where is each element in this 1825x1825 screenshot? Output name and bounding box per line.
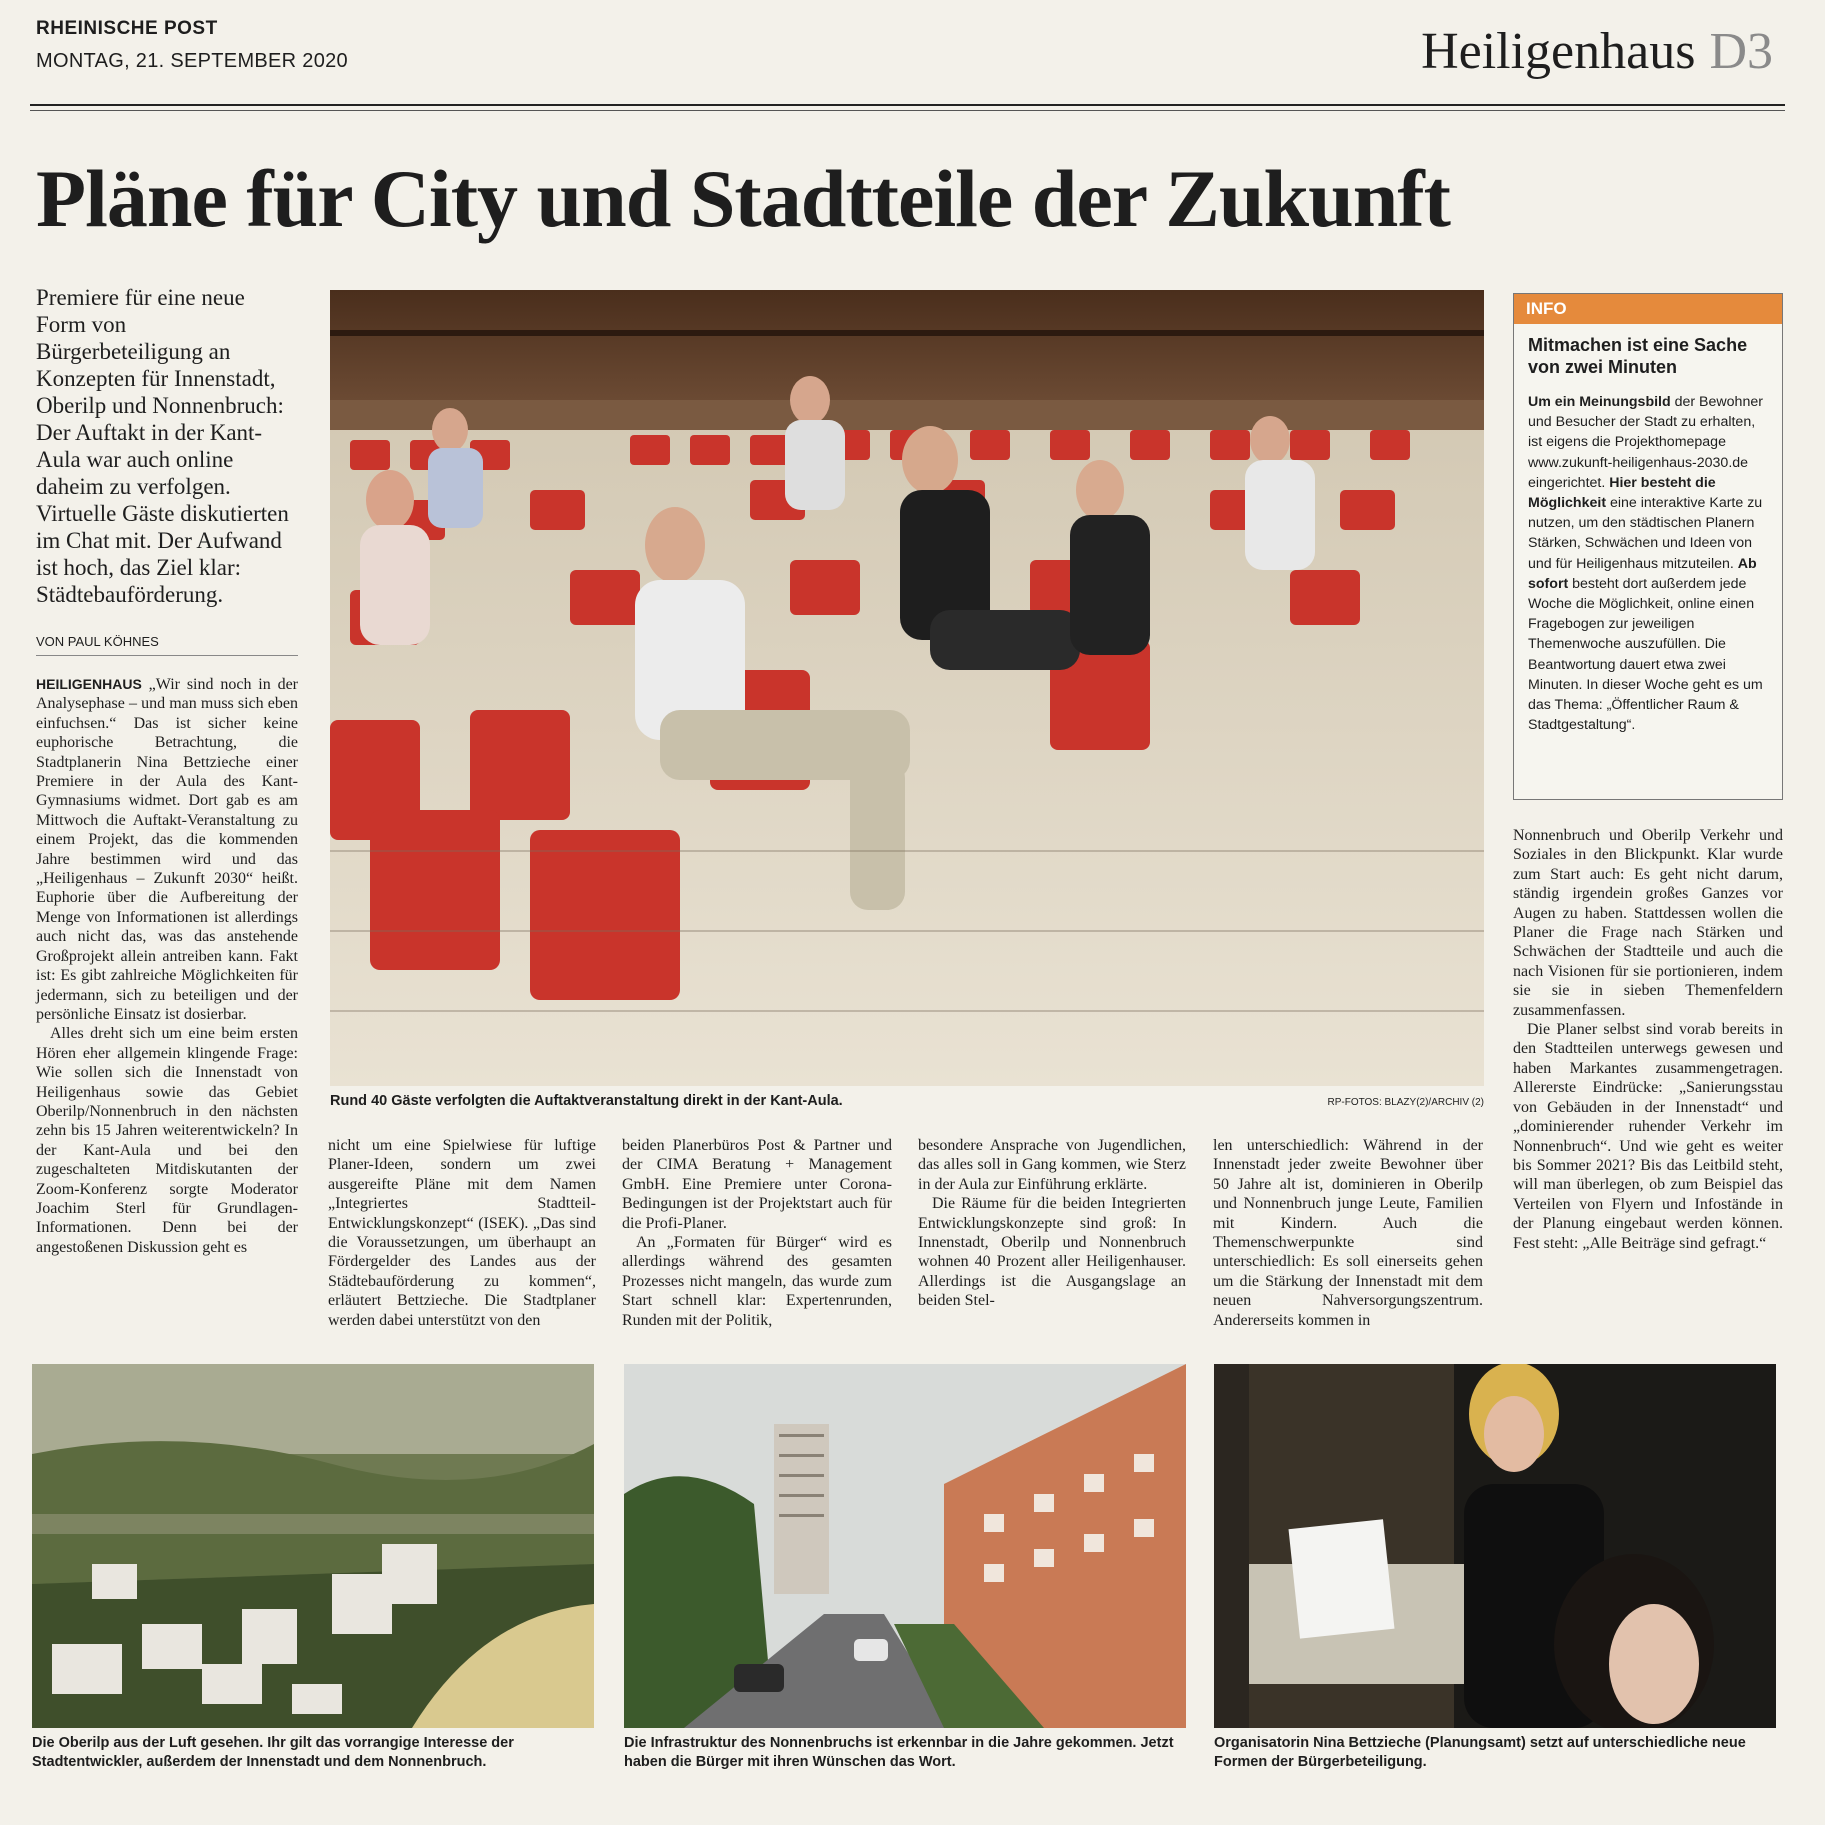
paragraph-text: „Wir sind noch in der Analysephase – und man muss sich eben einfuchsen.“ Das ist sicher keine euphorische Betrachtung, die Stadtplanerin Nina Bettzieche einer Premiere in der Aula des Kant-Gymnasiums widmet. Dort gab es am Mittwoch die Auftakt-Veranstaltung zu einem Projekt, das die kommenden Jahre bestimmen wird und das „Heiligenhaus – Zukunft 2030“ heißt. Euphorie über die Aufbereitung der Menge von Informationen ist allerdings auch nicht das, was das anstehende Großprojekt allein antreiben kann. Fakt ist: Es gibt zahlreiche Möglichkeiten für jedermann, sich zu beteiligen und der persönliche Einsatz ist dosierbar. — [36, 676, 298, 1023]
masthead-rule — [30, 104, 1785, 106]
body-column-5 — [1213, 1136, 1483, 1330]
dateline: HEILIGENHAUS — [36, 676, 142, 692]
main-photo-caption: Rund 40 Gäste verfolgten die Auftaktveranstaltung direkt in der Kant-Aula. — [330, 1093, 843, 1109]
street-photo-caption: Die Infrastruktur des Nonnenbruchs ist erkennbar in die Jahre gekommen. Jetzt haben die Bürger mit ihren Wünschen das Wort. — [624, 1735, 1174, 1770]
info-text-3: besteht dort außerdem jede Woche die Möglichkeit, online einen Fragebogen zur jeweiligen Themenwoche auszufüllen. Die Beantwortung dauert etwa zwei Minuten. In dieser Woche geht es um das Thema: „Öffentlicher Raum & Stadtgestaltung“. — [1528, 575, 1763, 734]
info-body — [1528, 392, 1768, 735]
paragraph: Alles dreht sich um eine beim ersten Hören eher allgemein klingende Frage: Wie sollen sich die Innenstadt von Heiligenhaus sowie das Gebiet Oberilp/Nonnenbruch in den nächsten zehn bis 15 Jahren weiterentwickeln? In der Kant-Aula und bei den zugeschalteten Mitdiskutanten der Zoom-Konferenz sorgte Moderator Joachim Sterl für Grundlagen-Informationen. Denn bei der angestoßenen Diskussion geht es — [36, 1025, 298, 1256]
photo-credit: RP-FOTOS: BLAZY(2)/ARCHIV (2) — [1327, 1097, 1484, 1108]
masthead-rule-thin — [30, 110, 1785, 111]
body-column-1 — [36, 675, 298, 1257]
paragraph: Die Räume für die beiden Integrierten Entwicklungskonzepte sind groß: In Innenstadt, Oberilp und Nonnenbruch wohnen 40 Prozent aller Heiligenhauser. Allerdings ist die Ausgangslage an beiden Stel- — [918, 1195, 1186, 1310]
info-text-1: der Bewohner und Besucher der Stadt zu erhalten, ist eigens die Projekthomepage www.zukunft-heiligenhaus-2030.de eingerichtet. — [1528, 394, 1763, 491]
newspaper-name: RHEINISCHE POST — [36, 18, 218, 39]
paragraph: len unterschiedlich: Während in der Innenstadt jeder zweite Bewohner über 50 Jahre alt ist, dominieren in Oberilp und Nonnenbruch junge Leute, Familien mit Kindern. Auch die Themenschwerpunkte sind unterschiedlich: Es soll einerseits gehen um die Stärkung der Innenstadt mit dem neuen Nahversorgungszentrum. Andererseits kommen in — [1213, 1137, 1483, 1329]
aerial-photo-illustration — [32, 1364, 594, 1728]
info-bold-2: Hier besteht die Möglichkeit — [1528, 474, 1716, 512]
section-name: Heiligenhaus — [1421, 23, 1696, 80]
paragraph: beiden Planerbüros Post & Partner und der CIMA Beratung + Management GmbH. Eine Premiere unter Corona-Bedingungen ist der Projektstart auch für die Profi-Planer. — [622, 1137, 892, 1232]
info-title: Mitmachen ist eine Sache von zwei Minuten — [1528, 335, 1748, 377]
info-text-2: eine interaktive Karte zu nutzen, um den städtischen Planern Stärken, Schwächen und Ideen von und für Heiligenhaus mitzuteilen. — [1528, 495, 1763, 572]
article-lead: Premiere für eine neue Form von Bürgerbeteiligung an Konzepten für Innenstadt, Oberilp und Nonnenbruch: Der Auftakt in der Kant-Aula war auch online daheim zu verfolgen. Virtuelle Gäste diskutierten im Chat mit. Der Aufwand ist hoch, das Ziel klar: Städtebauförderung. — [36, 285, 289, 607]
body-column-6 — [1513, 826, 1783, 1253]
aerial-photo-caption: Die Oberilp aus der Luft gesehen. Ihr gilt das vorrangige Interesse der Stadtentwickler, außerdem der Innenstadt und dem Nonnenbruch. — [32, 1735, 514, 1770]
paragraph: nicht um eine Spielwiese für luftige Planer-Ideen, sondern um zwei ausgereifte Pläne mit dem Namen „Integriertes Stadtteil-Entwicklungskonzept“ (ISEK). „Das sind die Voraussetzungen, um überhaupt an Fördergelder des Landes aus der Städtebauförderung zu kommen“, erläutert Bettzieche. Die Stadtplaner werden dabei unterstützt von den — [328, 1137, 596, 1329]
audience-photo-illustration — [330, 290, 1484, 1086]
paragraph: Die Planer selbst sind vorab bereits in den Stadtteilen unterwegs gewesen und haben Markantes zusammengetragen. Allererste Eindrücke: „Sanierungsstau von Gebäuden in der Innenstadt“ und „dominierender ruhender Verkehr im Nonnenbruch“. Und wie geht es weiter bis Sommer 2021? Bis das Leitbild steht, will man überlegen, ob zum Beispiel das Verteilen von Flyern und Infostände in der Planung eingebaut werden können. Fest steht: „Alle Beiträge sind gefragt.“ — [1513, 1021, 1783, 1252]
info-bold-1: Um ein Meinungsbild — [1528, 394, 1671, 410]
body-column-3 — [622, 1136, 892, 1330]
main-photo-audience — [330, 290, 1484, 1086]
info-bold-3: Ab sofort — [1528, 555, 1757, 592]
byline: VON PAUL KÖHNES — [36, 634, 298, 656]
paragraph: Nonnenbruch und Oberilp Verkehr und Soziales in den Blickpunkt. Klar wurde zum Start auch: Es geht nicht darum, ständig irgendein großes Ganzes vor Augen zu haben. Stattdessen wollen die Planer die Frage nach Stärken und Schwächen der Stadtteile und auch die nach Visionen für sie portionieren, indem sie sie in sieben Themenfeldern zusammenfassen. — [1513, 827, 1783, 1019]
paragraph — [36, 675, 298, 1024]
info-tag: INFO — [1514, 294, 1782, 324]
issue-date: MONTAG, 21. SEPTEMBER 2020 — [36, 50, 348, 72]
street-photo-illustration — [624, 1364, 1186, 1728]
paragraph: An „Formaten für Bürger“ wird es allerdings während des gesamten Prozesses nicht mangeln, das wurde zum Start schnell klar: Expertenrunden, Runden mit der Politik, — [622, 1234, 892, 1329]
speaker-photo-illustration — [1214, 1364, 1776, 1728]
street-photo — [624, 1364, 1186, 1728]
body-column-4 — [918, 1136, 1186, 1311]
section-header — [1421, 22, 1773, 81]
aerial-photo — [32, 1364, 594, 1728]
page-number: D3 — [1709, 23, 1773, 80]
speaker-photo — [1214, 1364, 1776, 1728]
paragraph: besondere Ansprache von Jugendlichen, das alles soll in Gang kommen, wie Sterz in der Aula zur Einführung erklärte. — [918, 1137, 1186, 1193]
info-box — [1513, 293, 1783, 800]
speaker-photo-caption: Organisatorin Nina Bettzieche (Planungsamt) setzt auf unterschiedliche neue Formen der Bürgerbeteiligung. — [1214, 1735, 1746, 1770]
headline: Pläne für City und Stadtteile der Zukunft — [36, 153, 1450, 244]
body-column-2 — [328, 1136, 596, 1330]
